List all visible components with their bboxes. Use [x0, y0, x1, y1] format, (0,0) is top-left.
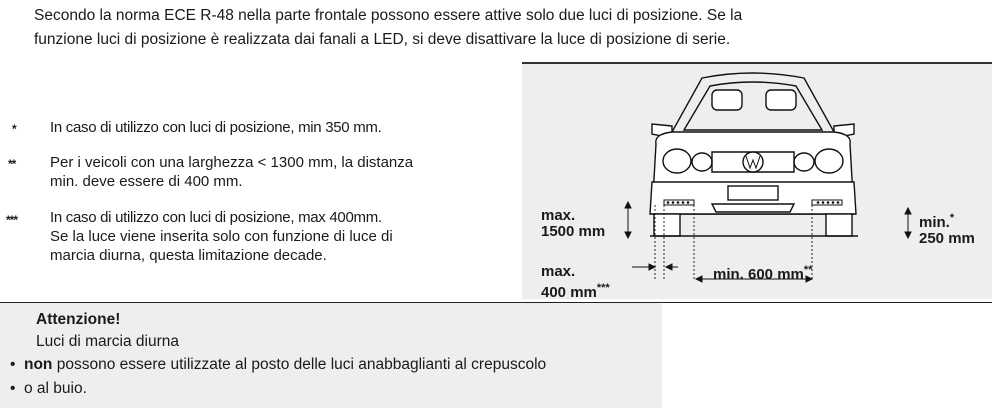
attention-bullet-1: • non possono essere utilizzate al posto delle luci anabbaglianti al crepuscolo — [10, 356, 547, 373]
intro-line-2: funzione luci di posizione è realizzata dai fanali a LED, si deve disattivare la luce di posizione di serie. — [34, 31, 731, 48]
max-edge-label: max. 400 mm*** — [541, 263, 610, 301]
note-2 — [50, 153, 413, 191]
note-3-line-2: Se la luce viene inserita solo con funzione di luce di — [50, 228, 393, 245]
note-marker-3: *** — [6, 213, 18, 227]
max-height-label: max. 1500 mm — [541, 207, 606, 240]
headlight-right-icon — [815, 149, 843, 173]
min-height-label: min.* 250 mm — [919, 212, 975, 247]
windshield-outline — [684, 82, 822, 130]
wheel-left — [654, 214, 680, 236]
note-3 — [50, 208, 393, 265]
note-3-line-1: In caso di utilizzo con luci di posizione, max 400mm. — [50, 209, 382, 226]
note-1-line-1: In caso di utilizzo con luci di posizione, min 350 mm. — [50, 119, 382, 136]
wheel-right — [826, 214, 852, 236]
note-2-line-1: Per i veicoli con una larghezza < 1300 mm, la distanza — [50, 154, 414, 171]
bullet-dot-icon: • — [10, 380, 16, 397]
note-1 — [50, 118, 381, 137]
intro-line-1: Secondo la norma ECE R-48 nella parte frontale possono essere attive solo due luci di posizione. Se la — [34, 7, 743, 24]
note-marker-1: * — [12, 122, 16, 136]
bullet-dot-icon: • — [10, 356, 16, 373]
attention-bullet-2: • o al buio. — [10, 380, 87, 397]
emblem-icon — [743, 152, 763, 172]
intro-paragraph — [34, 4, 964, 52]
note-3-line-3: marcia diurna, questa limitazione decade. — [50, 247, 327, 264]
attention-subtitle: Luci di marcia diurna — [36, 333, 180, 350]
attention-title: Attenzione! — [36, 311, 121, 328]
note-2-line-2: min. deve essere di 400 mm. — [50, 173, 243, 190]
headrest-left-icon — [712, 90, 742, 110]
min-spacing-label: min. 600 mm** — [713, 264, 813, 283]
license-plate — [728, 186, 778, 200]
note-marker-2: ** — [8, 157, 16, 171]
headlight-left-icon — [663, 149, 691, 173]
headrest-right-icon — [766, 90, 796, 110]
